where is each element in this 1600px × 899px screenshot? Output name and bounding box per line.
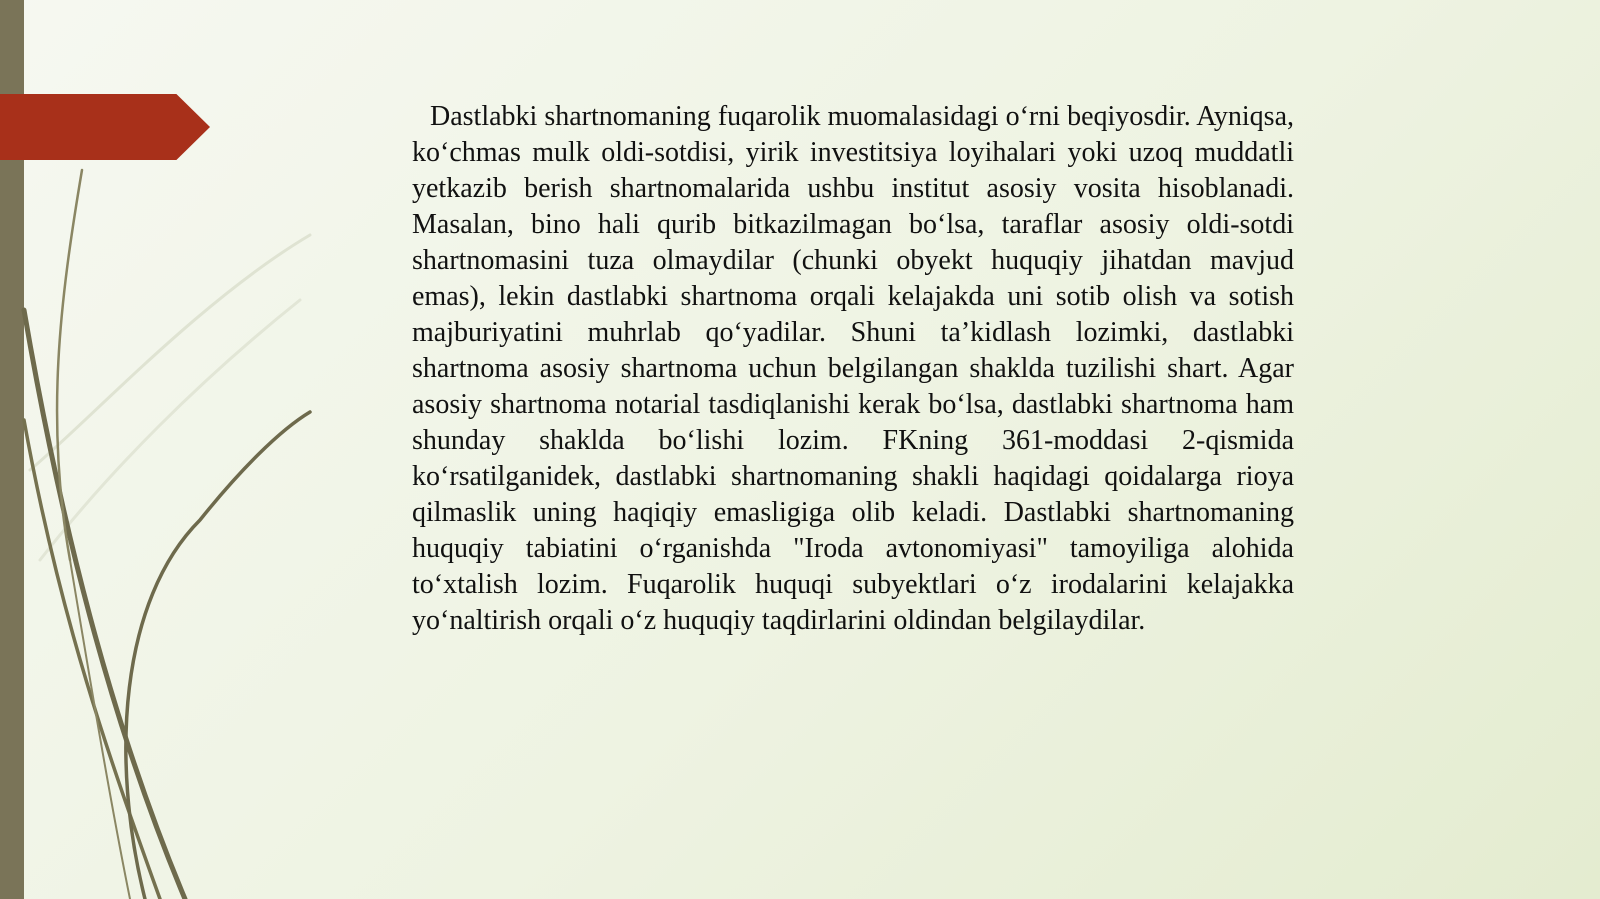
stem-faint-1: [30, 235, 310, 470]
slide-body-text: Dastlabki shartnomaning fuqarolik muomalasidagi o‘rni beqiyosdir. Ayniqsa, ko‘chmas mulk oldi-sotdisi, yirik investitsiya loyihalari yoki uzoq muddatli yetkazib berish shartnomalarida ushbu institut asosiy vosita hisoblanadi. Masalan, bino hali qurib bitkazilmagan bo‘lsa, taraflar asosiy oldi-sotdi shartnomasini tuza olmaydilar (chunki obyekt huquqiy jihatdan mavjud emas), lekin dastlabki shartnoma orqali kelajakda uni sotib olish va sotish majburiyatini muhrlab qo‘yadilar. Shuni ta’kidlash lozimki, dastlabki shartnoma asosiy shartnoma uchun belgilangan shaklda tuzilishi shart. Agar asosiy shartnoma notarial tasdiqlanishi kerak bo‘lsa, dastlabki shartnoma ham shunday shaklda bo‘lishi lozim. FKning 361-moddasi 2-qismida ko‘rsatilganidek, dastlabki shartnomaning shakli haqidagi qoidalarga rioya qilmaslik uning haqiqiy emasligiga olib keladi. Dastlabki shartnomaning huquqiy tabiatini o‘rganishda "Iroda avtonomiyasi" tamoyiliga alohida to‘xtalish lozim. Fuqarolik huquqi subyektlari o‘z irodalarini kelajakka yo‘naltirish orqali o‘z huquqiy taqdirlarini oldindan belgilaydilar.: [412, 101, 1294, 636]
stem-faint-2: [40, 300, 300, 560]
stem-2: [24, 420, 160, 899]
stem-1: [24, 310, 185, 899]
stem-4: [126, 412, 310, 899]
title-arrow-marker: [0, 94, 210, 160]
stem-3: [57, 170, 82, 560]
